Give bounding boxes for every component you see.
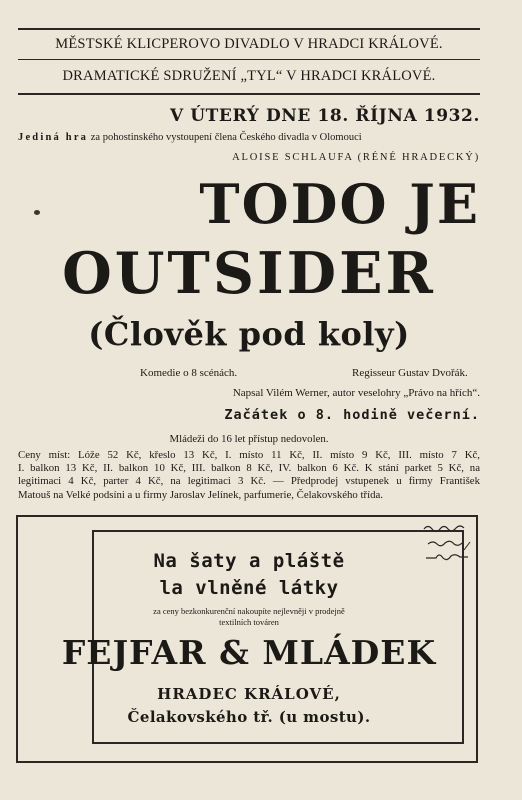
ad-brand: FEJFAR & MLÁDEK (61, 633, 437, 672)
prices-line: I. balkon 13 Kč, II. balkon 10 Kč, III. balkon 8 Kč, IV. balkon 6 Kč. K stání parket 5 Kč, na (18, 462, 480, 475)
ad-street: Čelakovského tř. (u mostu). (127, 708, 371, 726)
director: Regisseur Gustav Dvořák. (352, 367, 468, 379)
ad-tagline: za ceny bezkonkurenční nakoupíte nejlevněji v prodejně (153, 606, 345, 616)
title-line-1: TODO JE (199, 172, 480, 236)
only-play-label: Jediná hra (18, 132, 89, 143)
company-name: DRAMATICKÉ SDRUŽENÍ „TYL“ V HRADCI KRÁLOVÉ. (62, 68, 436, 84)
youth-notice: Mládeži do 16 let přístup nedovolen. (169, 433, 329, 445)
start-time: Začátek o 8. hodině večerní. (224, 407, 480, 423)
prices-line: legitimaci 4 Kč, parter 4 Kč, na legitimaci 3 Kč. — Předprodej vstupenek u firmy František (18, 475, 480, 488)
top-rule (18, 28, 480, 30)
ad-tagline-2: textilních továren (219, 617, 279, 627)
guest-note: za pohostinského vystoupení člena Českého divadla v Olomouci (90, 132, 362, 143)
title-line-2: OUTSIDER (62, 240, 436, 307)
performance-date: V ÚTERÝ DNE 18. ŘÍJNA 1932. (169, 106, 480, 126)
prices-paragraph (18, 449, 480, 502)
subtitle: (Člověk pod koly) (88, 315, 410, 353)
theatre-name: MĚSTSKÉ KLICPEROVO DIVADLO V HRADCI KRÁLOVÉ. (55, 36, 443, 52)
header-divider (18, 59, 480, 60)
prices-line: Ceny míst: Lóže 52 Kč, křeslo 13 Kč, I. místo 11 Kč, II. místo 9 Kč, III. místo 7 Kč, (18, 449, 480, 461)
genre: Komedie o 8 scénách. (140, 367, 238, 379)
guest-line (18, 132, 362, 143)
prices-line: Matouš na Velké podsíni a u firmy Jaroslav Jelínek, parfumerie, Čelakovského třída. (18, 488, 384, 501)
header-bottom-rule (18, 93, 480, 95)
author: Napsal Vilém Werner, autor veselohry „Právo na hřích“. (232, 387, 480, 399)
ad-city: HRADEC KRÁLOVÉ, (157, 685, 341, 703)
ad-headline-1: Na šaty a pláště (153, 550, 345, 572)
ad-headline-2: la vlněné látky (159, 577, 339, 599)
guest-name: ALOISE SCHLAUFA (RÉNÉ HRADECKÝ) (232, 152, 480, 163)
